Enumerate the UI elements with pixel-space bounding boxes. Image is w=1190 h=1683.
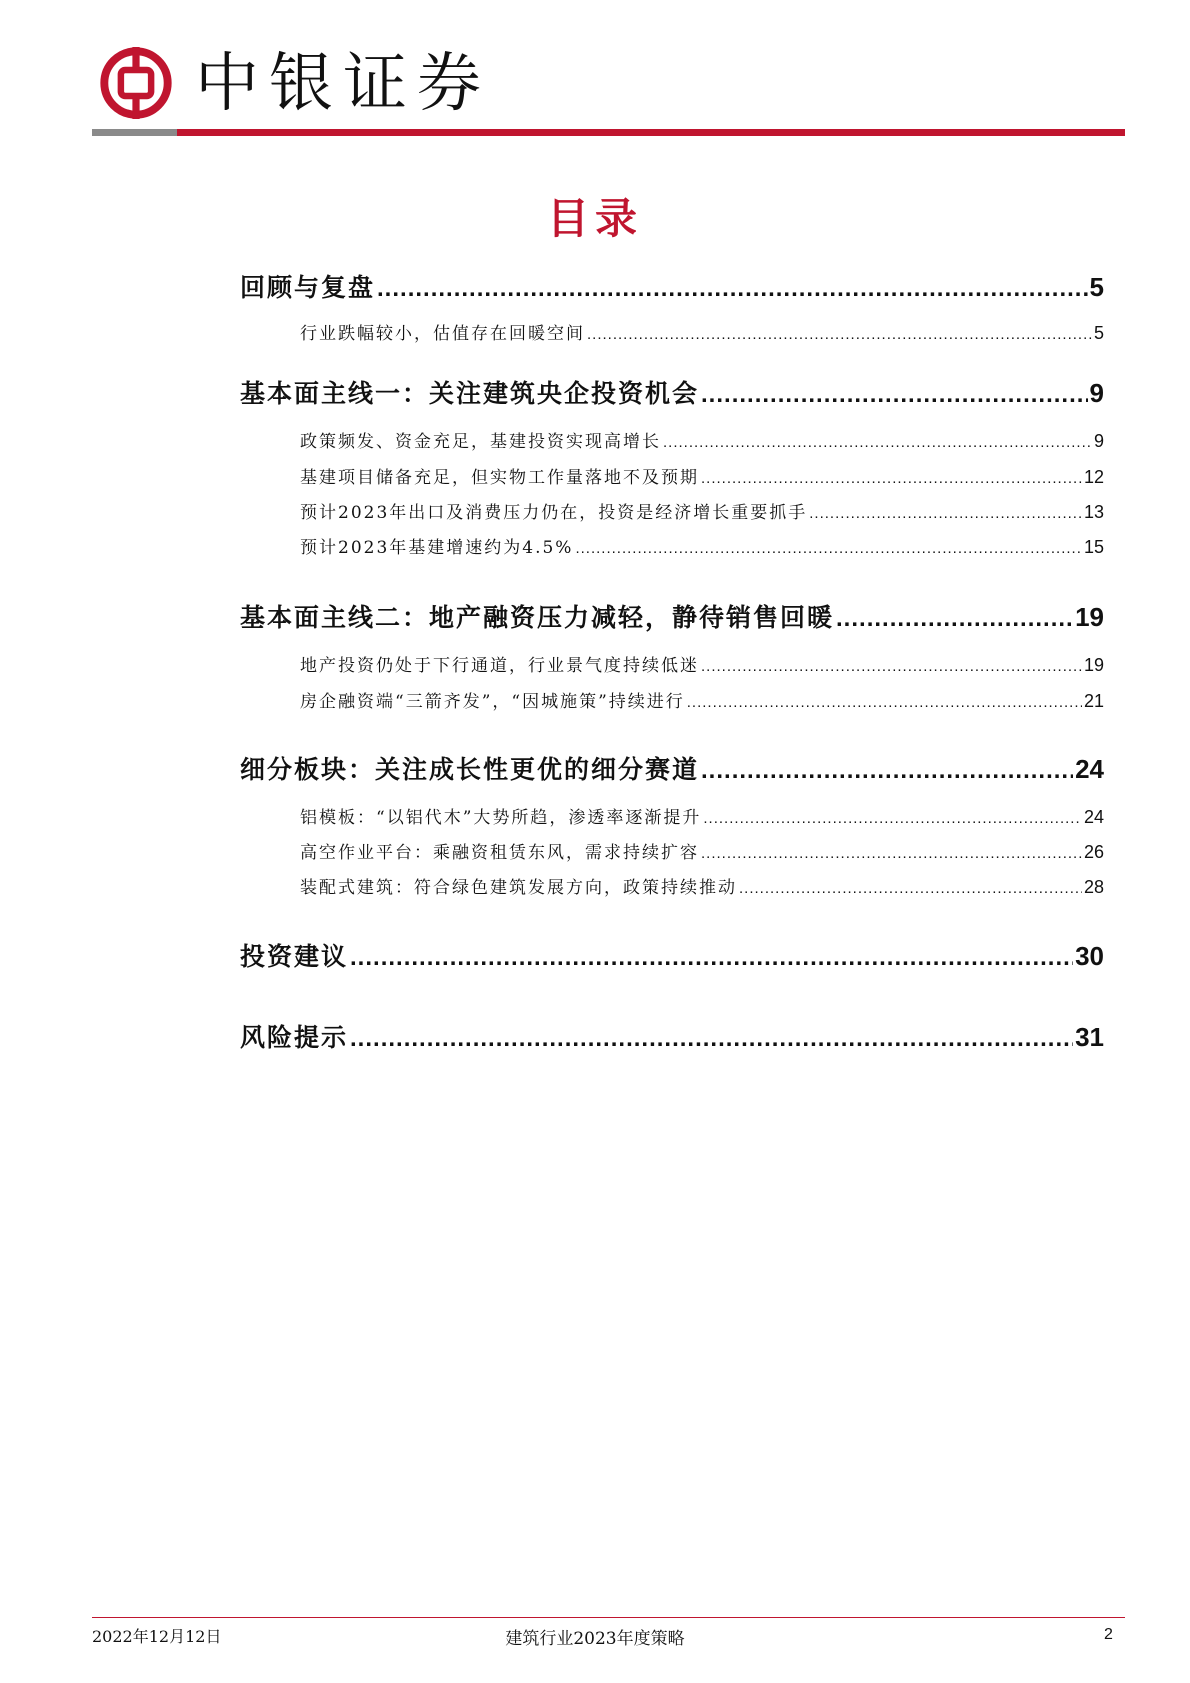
header-rule-red <box>177 129 1125 136</box>
toc-entry-section[interactable] <box>240 268 1104 304</box>
toc-leader-dots <box>739 880 1082 897</box>
toc-entry-subsection[interactable] <box>300 533 1104 558</box>
toc-entry-label: 预计2023年出口及消费压力仍在，投资是经济增长重要抓手 <box>300 503 808 523</box>
toc-leader-dots <box>575 540 1082 557</box>
toc-entry-page: 12 <box>1083 467 1104 487</box>
toc-entry-label: 房企融资端“三箭齐发”，“因城施策”持续进行 <box>300 692 685 712</box>
toc-entry-subsection[interactable] <box>300 873 1104 898</box>
toc-leader-dots <box>703 810 1082 827</box>
toc-entry-label: 行业跌幅较小，估值存在回暖空间 <box>300 324 585 344</box>
toc-leader-dots <box>377 275 1088 303</box>
toc-entry-section[interactable] <box>240 750 1104 786</box>
toc-entry-label: 铝模板：“以铝代木”大势所趋，渗透率逐渐提升 <box>300 808 702 828</box>
toc-entry-page: 9 <box>1089 378 1104 408</box>
toc-entry-page: 26 <box>1083 842 1104 862</box>
footer-report-title: 建筑行业2023年度策略 <box>505 1629 685 1649</box>
toc-leader-dots <box>350 1025 1073 1053</box>
toc-leader-dots <box>350 944 1073 972</box>
toc-leader-dots <box>701 658 1082 675</box>
toc-entry-page: 28 <box>1083 877 1104 897</box>
toc-entry-label: 风险提示 <box>240 1023 349 1052</box>
toc-entry-label: 装配式建筑：符合绿色建筑发展方向，政策持续推动 <box>300 878 737 898</box>
toc-entry-label: 基建项目储备充足，但实物工作量落地不及预期 <box>300 468 699 488</box>
toc-entry-label: 回顾与复盘 <box>240 273 376 302</box>
footer-date: 2022年12月12日 <box>92 1627 222 1646</box>
bank-of-china-logo-icon <box>100 47 172 119</box>
toc-entry-label: 基本面主线一：关注建筑央企投资机会 <box>240 379 700 408</box>
toc-entry-label: 基本面主线二：地产融资压力减轻，静待销售回暖 <box>240 603 835 632</box>
toc-entry-subsection[interactable] <box>300 463 1104 488</box>
toc-leader-dots <box>701 381 1088 409</box>
toc-entry-page: 24 <box>1075 754 1104 784</box>
toc-entry-page: 24 <box>1083 807 1104 827</box>
toc-entry-label: 地产投资仍处于下行通道，行业景气度持续低迷 <box>300 656 699 676</box>
toc-leader-dots <box>836 605 1073 633</box>
toc-leader-dots <box>663 434 1092 451</box>
brand-name: 中银证券 <box>195 47 491 121</box>
toc-entry-page: 9 <box>1093 431 1104 451</box>
toc-entry-subsection[interactable] <box>300 651 1104 676</box>
toc-leader-dots <box>587 326 1092 343</box>
toc-leader-dots <box>809 505 1082 522</box>
toc-entry-page: 21 <box>1083 691 1104 711</box>
toc-entry-subsection[interactable] <box>300 319 1104 344</box>
toc-entry-page: 5 <box>1093 323 1104 343</box>
toc-leader-dots <box>687 694 1082 711</box>
toc-entry-subsection[interactable] <box>300 687 1104 712</box>
toc-entry-section[interactable] <box>240 598 1104 634</box>
toc-entry-page: 31 <box>1075 1022 1104 1052</box>
toc-entry-subsection[interactable] <box>300 803 1104 828</box>
toc-leader-dots <box>701 470 1082 487</box>
toc-leader-dots <box>701 845 1082 862</box>
toc-entry-page: 15 <box>1083 537 1104 557</box>
toc-entry-label: 细分板块：关注成长性更优的细分赛道 <box>240 755 700 784</box>
toc-entry-label: 政策频发、资金充足，基建投资实现高增长 <box>300 432 661 452</box>
toc-entry-page: 13 <box>1083 502 1104 522</box>
page-header <box>95 42 1125 132</box>
header-rule-grey <box>92 129 177 136</box>
toc-entry-subsection[interactable] <box>300 427 1104 452</box>
toc-entry-section[interactable] <box>240 374 1104 410</box>
toc-entry-page: 19 <box>1075 602 1104 632</box>
toc-entry-label: 投资建议 <box>240 942 349 971</box>
footer-page-number: 2 <box>1104 1626 1113 1643</box>
footer-rule <box>92 1617 1125 1618</box>
toc-entry-page: 30 <box>1075 941 1104 971</box>
toc-entry-section[interactable] <box>240 1018 1104 1054</box>
toc-entry-label: 预计2023年基建增速约为4.5% <box>300 538 574 558</box>
toc-entry-subsection[interactable] <box>300 838 1104 863</box>
toc-entry-section[interactable] <box>240 937 1104 973</box>
toc-entry-label: 高空作业平台：乘融资租赁东风，需求持续扩容 <box>300 843 699 863</box>
toc-entry-page: 5 <box>1089 272 1104 302</box>
toc-entry-subsection[interactable] <box>300 498 1104 523</box>
toc-entry-page: 19 <box>1083 655 1104 675</box>
toc-title: 目录 <box>546 194 643 243</box>
toc-leader-dots <box>701 757 1073 785</box>
